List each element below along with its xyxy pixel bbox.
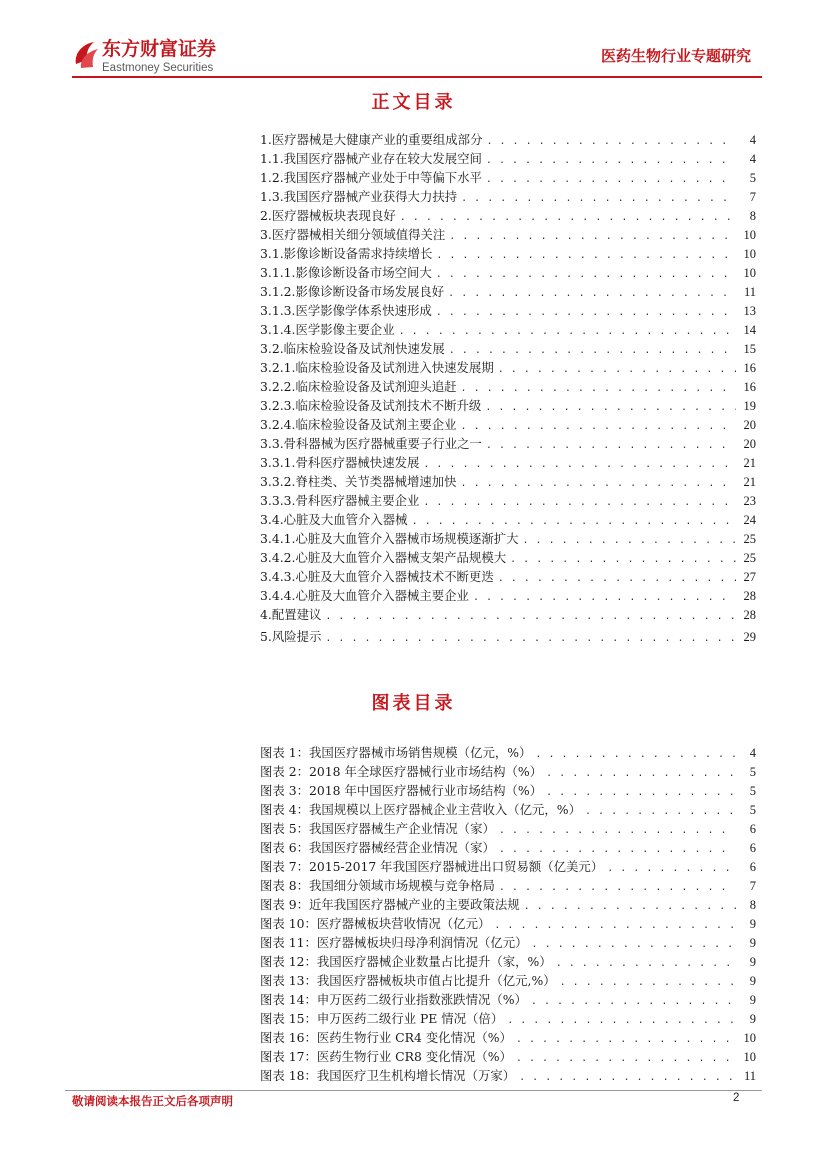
figure-entry-page: 10 [743, 1031, 756, 1045]
toc-entry-page: 15 [743, 342, 756, 356]
figure-entry[interactable] [260, 857, 756, 876]
figure-entry-label: 图表 4：我国规模以上医疗器械企业主营收入（亿元，%） [260, 802, 581, 817]
figure-entry[interactable] [260, 1047, 756, 1066]
dot-leader [325, 629, 736, 648]
figure-entry[interactable] [260, 838, 756, 857]
toc-entry[interactable] [260, 510, 756, 529]
toc-entry-label: 3.2.1.临床检验设备及试剂进入快速发展期 [260, 360, 494, 375]
toc-entry-label: 3.1.影像诊断设备需求持续增长 [260, 246, 433, 261]
toc-entry[interactable] [260, 472, 756, 491]
figure-entry-label: 图表 8：我国细分领域市场规模与竞争格局 [260, 878, 495, 893]
toc-entry-page: 10 [743, 247, 756, 261]
figure-entry-page: 9 [749, 974, 756, 988]
toc-entry-label: 3.2.2.临床检验设备及试剂迎头追赶 [260, 379, 457, 394]
figure-entry[interactable] [260, 1009, 756, 1028]
toc-entry-page: 10 [743, 266, 756, 280]
table-of-contents [260, 130, 756, 646]
figure-entry-label: 图表 10：医疗器械板块营收情况（亿元） [260, 916, 491, 931]
toc-entry-page: 8 [749, 209, 756, 223]
figure-entry[interactable] [260, 781, 756, 800]
brand-name-cn: 东方财富证券 [102, 38, 217, 60]
toc-entry-label: 3.1.1.影像诊断设备市场空间大 [260, 265, 432, 280]
toc-entry[interactable] [260, 453, 756, 472]
toc-entry-label: 3.4.3.心脏及大血管介入器械技术不断更迭 [260, 569, 494, 584]
figure-entry[interactable] [260, 1066, 756, 1085]
toc-entry-label: 1.1.我国医疗器械产业存在较大发展空间 [260, 151, 482, 166]
toc-entry[interactable] [260, 320, 756, 339]
toc-entry-label: 3.4.心脏及大血管介入器械 [260, 512, 408, 527]
toc-entry-label: 3.4.2.心脏及大血管介入器械支架产品规模大 [260, 550, 507, 565]
toc-entry-page: 16 [743, 361, 756, 375]
figure-entry-page: 10 [743, 1050, 756, 1064]
figure-entry-page: 9 [749, 1012, 756, 1026]
toc-entry-page: 28 [743, 608, 756, 622]
toc-entry[interactable] [260, 187, 756, 206]
figure-entry-label: 图表 5：我国医疗器械生产企业情况（家） [260, 821, 495, 836]
figure-entry-label: 图表 12：我国医疗器械企业数量占比提升（家，%） [260, 954, 552, 969]
toc-entry-label: 4.配置建议 [260, 607, 322, 622]
toc-entry-page: 21 [743, 456, 756, 470]
figure-entry[interactable] [260, 876, 756, 895]
toc-entry-label: 2.医疗器械板块表现良好 [260, 208, 396, 223]
toc-entry[interactable] [260, 149, 756, 168]
figure-entry-label: 图表 6：我国医疗器械经营企业情况（家） [260, 840, 495, 855]
figure-entry-label: 图表 13：我国医疗器械板块市值占比提升（亿元,%） [260, 973, 556, 988]
figure-entry[interactable] [260, 971, 756, 990]
toc-entry-label: 3.1.4.医学影像主要企业 [260, 322, 395, 337]
toc-entry[interactable] [260, 415, 756, 434]
figure-entry[interactable] [260, 762, 756, 781]
figure-entry-page: 4 [749, 746, 756, 760]
toc-entry[interactable] [260, 396, 756, 415]
toc-entry-label: 3.医疗器械相关细分领域值得关注 [260, 227, 446, 242]
toc-entry-label: 5.风险提示 [260, 629, 322, 644]
toc-entry-page: 4 [749, 152, 756, 166]
toc-entry-label: 3.1.2.影像诊断设备市场发展良好 [260, 284, 445, 299]
figure-entry[interactable] [260, 990, 756, 1009]
figure-entry-page: 5 [749, 784, 756, 798]
figure-entry-label: 图表 9：近年我国医疗器械产业的主要政策法规 [260, 897, 520, 912]
report-type: 医药生物行业专题研究 [600, 47, 751, 65]
figure-entry-page: 9 [749, 917, 756, 931]
toc-entry-page: 28 [743, 589, 756, 603]
figure-entry[interactable] [260, 1028, 756, 1047]
toc-entry-page: 19 [743, 399, 756, 413]
figure-entry-page: 9 [749, 955, 756, 969]
page-number: 2 [733, 1092, 740, 1104]
toc-entry[interactable] [260, 263, 756, 282]
toc-entry-page: 16 [743, 380, 756, 394]
figure-entry-page: 6 [749, 860, 756, 874]
toc-entry-page: 14 [743, 323, 756, 337]
toc-entry-page: 5 [749, 171, 756, 185]
toc-entry-label: 3.1.3.医学影像学体系快速形成 [260, 303, 432, 318]
toc-entry-page: 10 [743, 228, 756, 242]
figure-entry[interactable] [260, 819, 756, 838]
figure-entry-label: 图表 15：申万医药二级行业 PE 情况（倍） [260, 1011, 504, 1026]
figure-entry[interactable] [260, 743, 756, 762]
figure-entry-page: 8 [749, 898, 756, 912]
list-of-figures [260, 743, 756, 1085]
figure-entry[interactable] [260, 895, 756, 914]
figure-entry-label: 图表 14：申万医药二级行业指数涨跌情况（%） [260, 992, 527, 1007]
toc-entry[interactable] [260, 491, 756, 510]
figure-entry-page: 5 [749, 765, 756, 779]
toc-entry-label: 3.2.临床检验设备及试剂快速发展 [260, 341, 445, 356]
list-of-figures-title: 图表目录 [371, 693, 456, 714]
figure-entry[interactable] [260, 952, 756, 971]
page-header [0, 0, 827, 86]
toc-entry-page: 11 [743, 285, 756, 299]
figure-entry-label: 图表 11：医疗器械板块归母净利润情况（亿元） [260, 935, 528, 950]
eastmoney-logo-icon [72, 38, 102, 72]
toc-entry-label: 3.4.4.心脏及大血管介入器械主要企业 [260, 588, 469, 603]
figure-entry-label: 图表 7：2015-2017 年我国医疗器械进出口贸易额（亿美元） [260, 859, 604, 874]
toc-entry[interactable] [260, 244, 756, 263]
toc-entry-page: 7 [749, 190, 756, 204]
figure-entry-label: 图表 16：医药生物行业 CR4 变化情况（%） [260, 1030, 512, 1045]
figure-entry-page: 7 [749, 879, 756, 893]
toc-entry[interactable] [260, 627, 756, 646]
toc-entry-label: 3.2.4.临床检验设备及试剂主要企业 [260, 417, 457, 432]
toc-entry-page: 25 [743, 532, 756, 546]
figure-entry-label: 图表 2：2018 年全球医疗器械行业市场结构（%） [260, 764, 543, 779]
toc-entry[interactable] [260, 377, 756, 396]
figure-entry-page: 6 [749, 841, 756, 855]
figure-entry-page: 6 [749, 822, 756, 836]
footer-disclaimer: 敬请阅读本报告正文后各项声明 [72, 1094, 233, 1108]
toc-entry[interactable] [260, 206, 756, 225]
toc-entry-label: 3.3.骨科器械为医疗器械重要子行业之一 [260, 436, 482, 451]
toc-entry-page: 27 [743, 570, 756, 584]
toc-entry[interactable] [260, 529, 756, 548]
toc-entry[interactable] [260, 282, 756, 301]
toc-entry-label: 3.4.1.心脏及大血管介入器械市场规模逐渐扩大 [260, 531, 519, 546]
figure-entry-label: 图表 3：2018 年中国医疗器械行业市场结构（%） [260, 783, 543, 798]
toc-entry-page: 13 [743, 304, 756, 318]
toc-entry[interactable] [260, 339, 756, 358]
toc-entry[interactable] [260, 130, 756, 149]
header-divider [72, 76, 762, 78]
toc-entry-page: 21 [743, 475, 756, 489]
figure-entry-page: 9 [749, 936, 756, 950]
figure-entry-page: 11 [743, 1069, 756, 1083]
toc-entry-page: 20 [743, 418, 756, 432]
footer-divider [65, 1090, 762, 1091]
toc-entry-label: 3.3.1.骨科医疗器械快速发展 [260, 455, 420, 470]
brand-logo [72, 38, 272, 80]
toc-entry-label: 1.医疗器械是大健康产业的重要组成部分 [260, 132, 483, 147]
toc-entry-label: 3.2.3.临床检验设备及试剂技术不断升级 [260, 398, 482, 413]
toc-entry-label: 3.3.2.脊柱类、关节类器械增速加快 [260, 474, 457, 489]
toc-entry-label: 1.2.我国医疗器械产业处于中等偏下水平 [260, 170, 482, 185]
figure-entry-page: 5 [749, 803, 756, 817]
toc-entry-page: 25 [743, 551, 756, 565]
toc-entry[interactable] [260, 434, 756, 453]
toc-entry[interactable] [260, 168, 756, 187]
figure-entry[interactable] [260, 914, 756, 933]
toc-entry-page: 23 [743, 494, 756, 508]
figure-entry[interactable] [260, 800, 756, 819]
figure-entry-page: 9 [749, 993, 756, 1007]
toc-entry[interactable] [260, 301, 756, 320]
figure-entry-label: 图表 1：我国医疗器械市场销售规模（亿元，%） [260, 745, 532, 760]
brand-name-en: Eastmoney Securities [102, 62, 214, 74]
toc-entry-page: 24 [743, 513, 756, 527]
toc-entry[interactable] [260, 567, 756, 586]
figure-entry-label: 图表 17：医药生物行业 CR8 变化情况（%） [260, 1049, 512, 1064]
toc-entry[interactable] [260, 358, 756, 377]
toc-entry-label: 1.3.我国医疗器械产业获得大力扶持 [260, 189, 458, 204]
toc-title: 正文目录 [371, 92, 456, 113]
toc-entry-label: 3.3.3.骨科医疗器械主要企业 [260, 493, 420, 508]
figure-entry[interactable] [260, 933, 756, 952]
toc-entry-page: 20 [743, 437, 756, 451]
toc-entry[interactable] [260, 605, 756, 624]
figure-entry-label: 图表 18：我国医疗卫生机构增长情况（万家） [260, 1068, 516, 1083]
toc-entry-page: 4 [749, 133, 756, 147]
toc-entry[interactable] [260, 548, 756, 567]
dot-leader [325, 607, 736, 626]
toc-entry-page: 29 [743, 630, 756, 644]
dot-leader [519, 1068, 736, 1087]
toc-entry[interactable] [260, 586, 756, 605]
toc-entry[interactable] [260, 225, 756, 244]
